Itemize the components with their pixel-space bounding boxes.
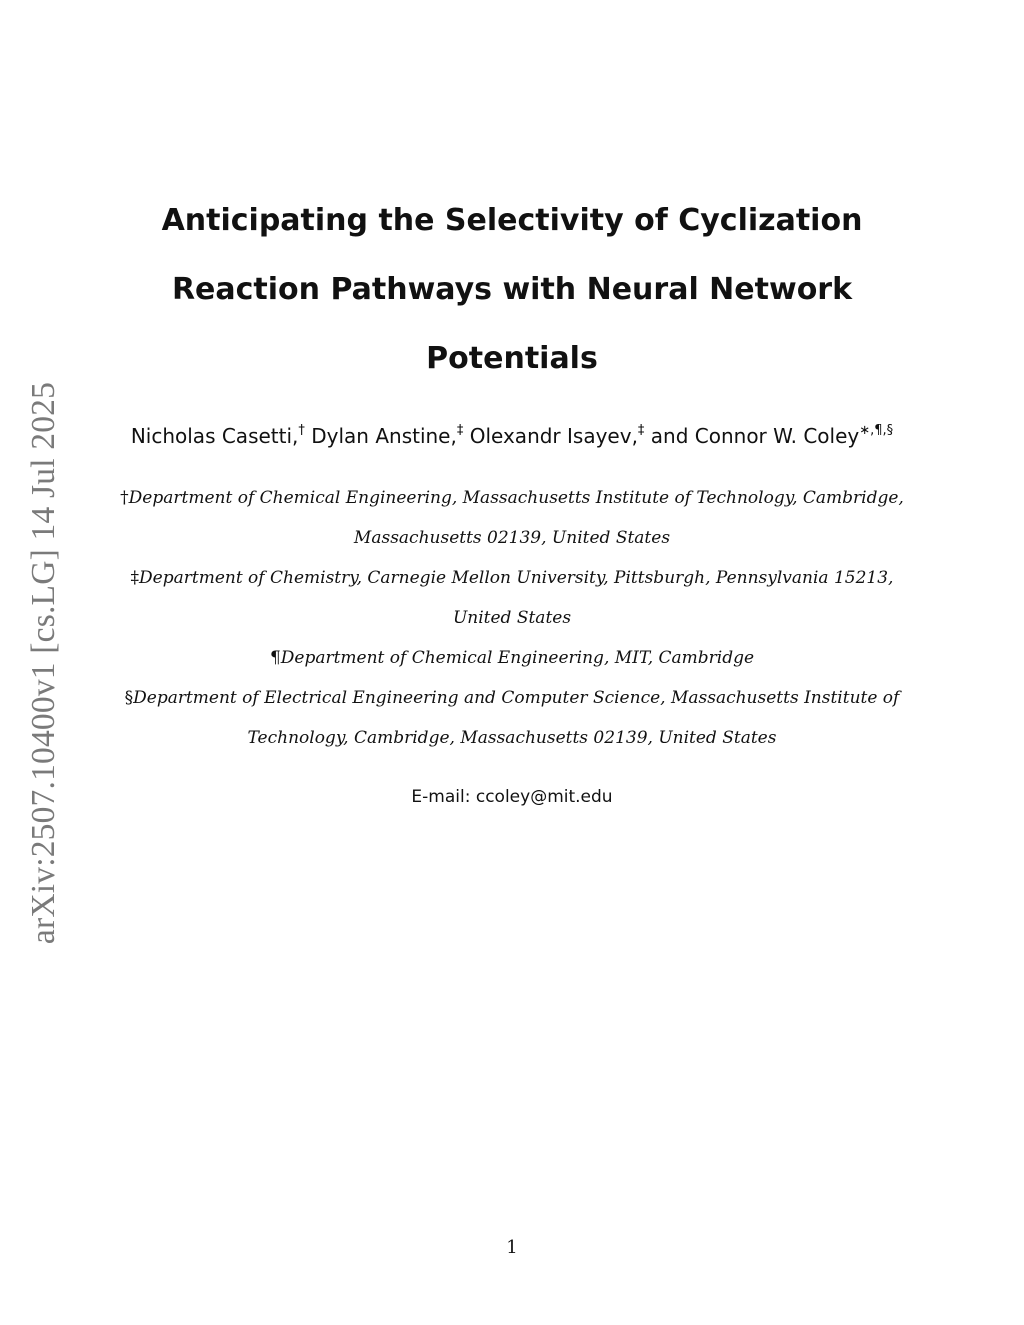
paper-title <box>150 186 874 393</box>
author-affiliation-mark: ‡ <box>637 423 645 438</box>
affiliation-text: Department of Electrical Engineering and Computer Science, Massachusetts Institute of <box>133 688 900 708</box>
affiliation-text: Department of Chemistry, Carnegie Mellon University, Pittsburgh, Pennsylvania 15213, <box>139 568 894 588</box>
affiliation-line: United States <box>452 608 572 628</box>
affiliation-mark: ‡ <box>130 568 140 588</box>
title-line-1: Anticipating the Selectivity of Cyclization <box>161 203 863 238</box>
author-name: Olexandr Isayev, <box>469 424 638 448</box>
corresponding-email: E-mail: ccoley@mit.edu <box>411 787 613 807</box>
affiliation-line <box>100 558 924 598</box>
author-name: and Connor W. Coley <box>650 424 860 448</box>
affiliation-line <box>100 478 924 518</box>
affiliation-mark: § <box>124 688 134 708</box>
page-number: 1 <box>506 1237 518 1258</box>
affiliation-line <box>100 638 924 678</box>
arxiv-stamp <box>22 380 66 946</box>
author-affiliation-mark: ‡ <box>456 423 464 438</box>
affiliation-line: Massachusetts 02139, United States <box>353 528 671 548</box>
title-line-2: Reaction Pathways with Neural Network <box>171 272 853 307</box>
affiliation-text: Department of Chemical Engineering, MIT, Cambridge <box>280 648 755 668</box>
affiliation-line: Technology, Cambridge, Massachusetts 02139, United States <box>247 728 777 748</box>
author-name: Dylan Anstine, <box>311 424 457 448</box>
affiliation-mark: † <box>120 488 129 508</box>
affiliation-mark: ¶ <box>269 648 281 668</box>
author-affiliation-mark: † <box>298 423 305 438</box>
author-name: Nicholas Casetti, <box>130 424 299 448</box>
affiliation-list <box>100 478 924 758</box>
affiliation-line <box>100 678 924 718</box>
affiliation-text: Department of Chemical Engineering, Massachusetts Institute of Technology, Cambridge, <box>128 488 904 508</box>
author-list <box>90 418 934 454</box>
author-affiliation-mark: ∗,¶,§ <box>859 423 894 438</box>
title-line-3: Potentials <box>426 341 598 376</box>
arxiv-stamp-text: arXiv:2507.10400v1 [cs.LG] 14 Jul 2025 <box>25 381 62 945</box>
